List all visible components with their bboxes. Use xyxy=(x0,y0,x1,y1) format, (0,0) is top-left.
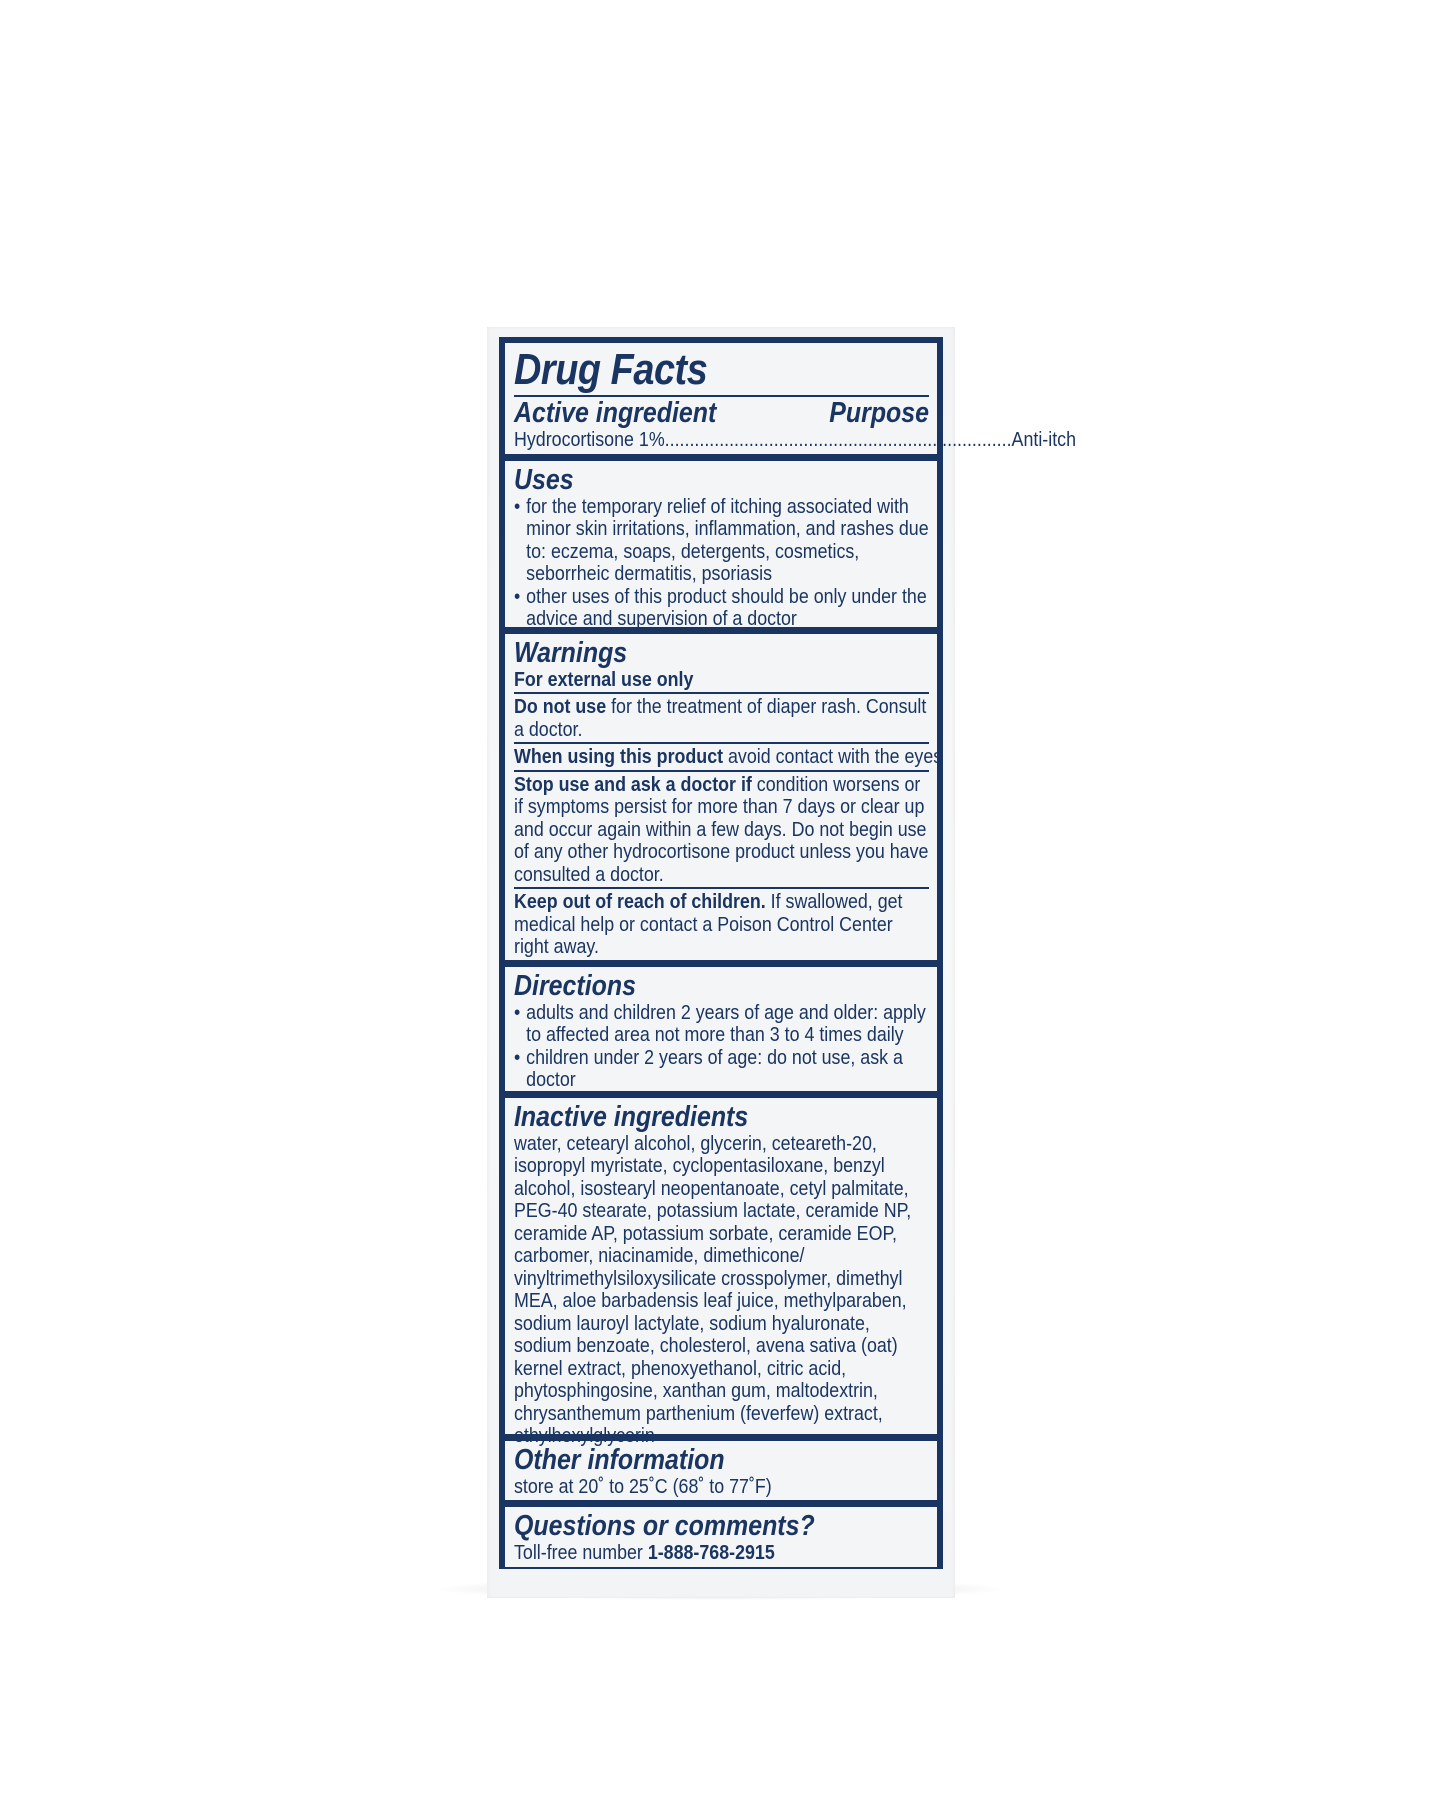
storage-info: store at 20˚ to 25˚C (68˚ to 77˚F) xyxy=(514,1474,772,1498)
divider xyxy=(514,692,929,694)
inactive-ingredients-list: water, cetearyl alcohol, glycerin, ceteareth-20, isopropyl myristate, cyclopentasiloxane, benzyl alcohol, isostearyl neopentanoate, cetyl palmitate, PEG-40 stearate, potassium lactate, ceramide NP, ceramide AP, potassium sorbate, ceramide EOP, carbomer, niacinamide, dimethicone/ vinyltrimethylsiloxysilicate crosspolymer, dimethyl MEA, aloe barbadensis leaf juice, methylparaben, sodium lauroyl lactylate, sodium hyaluronate, sodium benzoate, cholesterol, avena sativa (oat) kernel extract, phenoxyethanol, citric acid, phytosphingosine, xanthan gum, maltodextrin, chrysanthemum parthenium (feverfew) extract, ethylhexylglycerin xyxy=(514,1131,912,1448)
directions-item: • adults and children 2 years of age and older: apply to affected area not more than 3 to 4 times daily xyxy=(514,1000,926,1047)
when-using-warning: When using this product avoid contact with the eyes xyxy=(514,745,943,769)
uses-heading: Uses xyxy=(514,464,574,497)
stop-use-warning: Stop use and ask a doctor if condition worsens or if symptoms persist for more than 7 days or clear up and occur again within a few days. Do not begin use of any other hydrocortisone product unless you have consulted a doctor. xyxy=(514,772,929,886)
bullet-icon: • xyxy=(514,584,521,608)
active-ingredient-name: Hydrocortisone 1% xyxy=(514,427,665,451)
bullet-icon: • xyxy=(514,494,521,518)
warnings-heading: Warnings xyxy=(514,637,628,670)
do-not-use-warning: Do not use for the treatment of diaper rash. Consult a doctor. xyxy=(514,695,927,741)
uses-section xyxy=(505,461,937,631)
active-ingredient-purpose: Anti-itch xyxy=(1011,427,1076,451)
divider xyxy=(514,770,929,772)
uses-item: • other uses of this product should be only under the advice and supervision of a doctor xyxy=(514,584,927,631)
other-information-section xyxy=(505,1441,937,1500)
bullet-icon: • xyxy=(514,1045,521,1069)
active-ingredient-heading: Active ingredient xyxy=(514,397,717,430)
phone-number: 1-888-768-2915 xyxy=(647,1540,775,1564)
questions-heading: Questions or comments? xyxy=(514,1510,815,1543)
active-ingredient-header xyxy=(514,395,929,428)
directions-section xyxy=(505,967,937,1091)
keep-out-of-reach-warning: Keep out of reach of children. If swallowed, get medical help or contact a Poison Control Center right away. xyxy=(514,890,903,959)
inactive-ingredients-heading: Inactive ingredients xyxy=(514,1101,749,1134)
uses-item: • for the temporary relief of itching associated with minor skin irritations, inflammation, and rashes due to: eczema, soaps, detergents, cosmetics, seborrheic dermatitis, psoriasis xyxy=(514,494,929,586)
bullet-icon: • xyxy=(514,1000,521,1024)
drug-facts-panel xyxy=(499,337,1076,1569)
purpose-heading: Purpose xyxy=(829,397,929,430)
inactive-ingredients-section xyxy=(505,1098,937,1448)
divider xyxy=(514,742,929,744)
external-use-only: For external use only xyxy=(514,667,694,691)
divider xyxy=(514,887,929,889)
active-ingredient-row xyxy=(514,427,1076,452)
warnings-section xyxy=(505,634,943,960)
drug-facts-title: Drug Facts xyxy=(514,345,708,394)
leader-dots: ...................................................................... xyxy=(664,427,1012,451)
directions-item: • children under 2 years of age: do not use, ask a doctor xyxy=(514,1045,903,1092)
toll-free-number: Toll-free number 1-888-768-2915 xyxy=(514,1540,775,1564)
active-ingredient-section xyxy=(505,343,1076,454)
questions-section xyxy=(505,1507,937,1567)
directions-heading: Directions xyxy=(514,970,636,1003)
other-information-heading: Other information xyxy=(514,1444,725,1477)
